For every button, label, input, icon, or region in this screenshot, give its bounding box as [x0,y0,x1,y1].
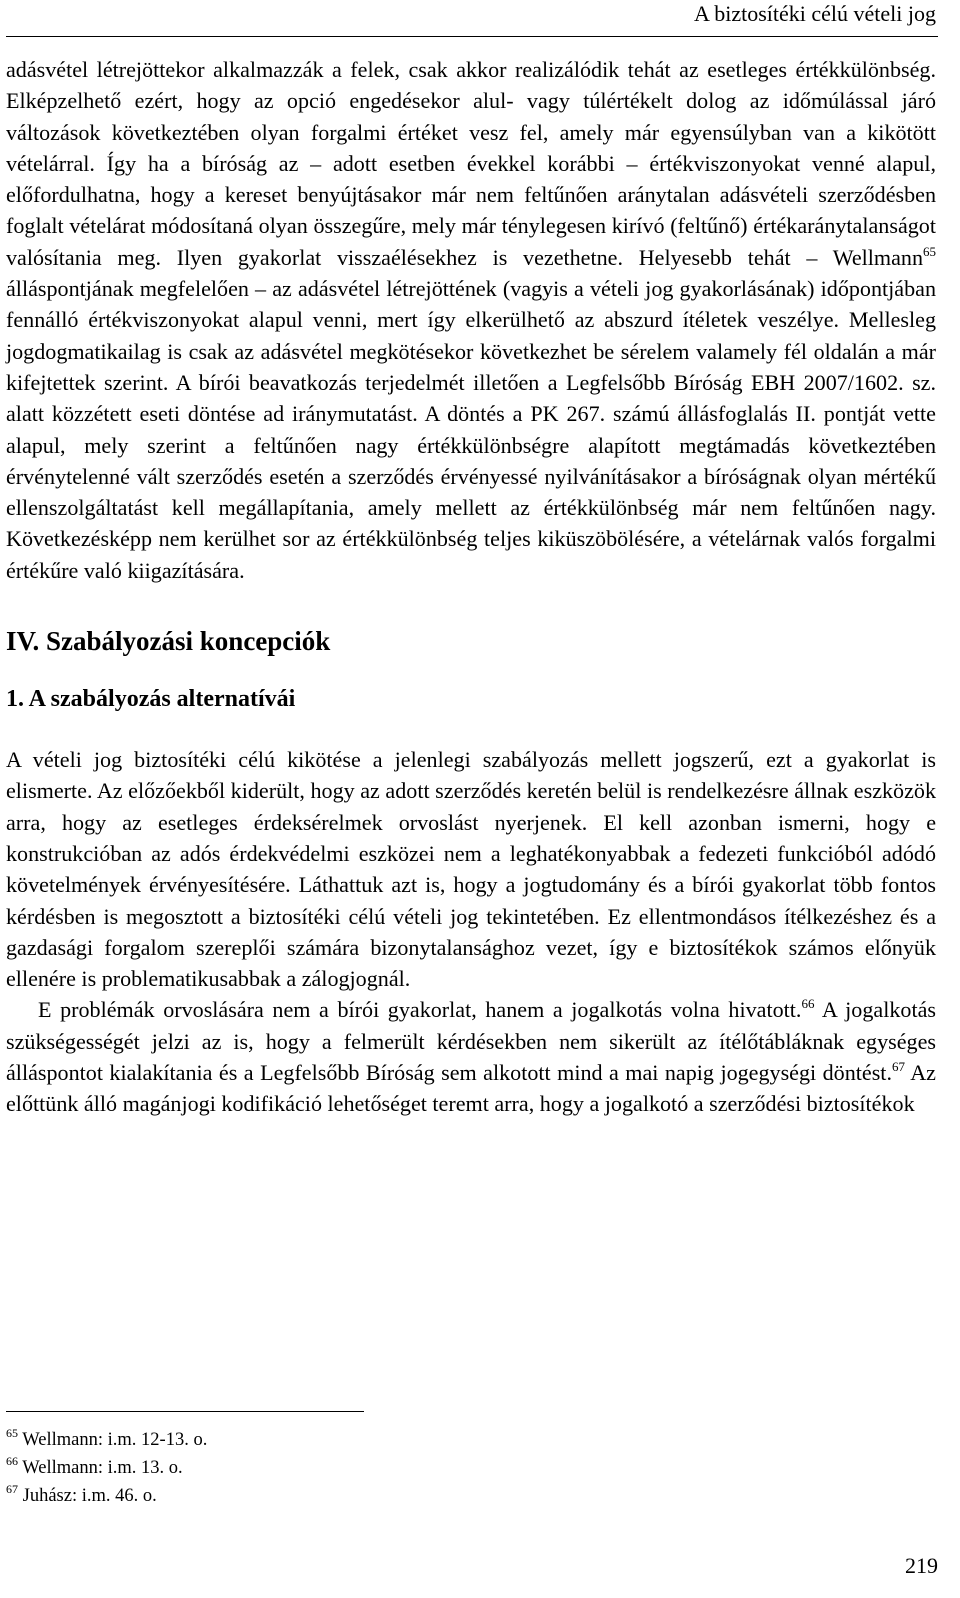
header-rule [6,36,938,37]
footnote-ref-67[interactable]: 67 [891,1059,905,1075]
section-heading: IV. Szabályozási koncepciók [6,626,331,657]
footnote-text: Juhász: i.m. 46. o. [18,1486,157,1506]
paragraph-3-text-a: E problémák orvoslására nem a bírói gyakorlat, hanem a jogalkotás volna hivatott. [38,997,802,1023]
body-text [6,54,936,1120]
footnote-number: 65 [6,1426,18,1440]
footnote-text: Wellmann: i.m. 13. o. [18,1458,183,1478]
footnotes [6,1426,606,1510]
running-head [0,0,936,38]
paragraph-1-text: adásvétel létrejöttekor alkalmazzák a felek, csak akkor realizálódik tehát az esetleges értékkülönbség. Elképzelhető ezért, hogy az opció engedésekor alul- vagy túlértékelt dolog az időmúlással járó változások következtében olyan forgalmi értéket vesz fel, amely már egyensúlyban van a kikötött vételárral. Így ha a bíróság az – adott esetben évekkel korábbi – értékviszonyokat venné alapul, előfordulhatna, hogy a kereset benyújtásakor már nem feltűnően aránytalan adásvételi szerződésben foglalt vételárat módosítaná olyan összegűre, mely már ténylegesen kirívó (feltűnő) értékaránytalanságot valósítania meg. Ilyen gyakorlat visszaélésekhez is vezethetne. Helyesebb tehát – Wellmann [6,57,936,270]
footnote-65 [6,1426,606,1454]
running-head-text: A biztosítéki célú vételi jog [694,1,936,26]
paragraph-1 [6,54,936,586]
footnote-67 [6,1482,606,1510]
footnote-ref-66[interactable]: 66 [801,996,815,1012]
footnote-separator [6,1411,364,1412]
page-number: 219 [905,1553,938,1578]
footnote-text: Wellmann: i.m. 12-13. o. [18,1430,208,1450]
paragraph-3-text-b: A jogalkotás szükségességét jelzi az is, hogy a felmerült kérdésekben nem sikerült az ítélőtábláknak egységes álláspontot kialakítania és a Legfelsőbb Bíróság sem alkotott mind a mai napig jogegységi döntést. [6,997,936,1086]
footnote-66 [6,1454,606,1482]
paragraph-2: A vételi jog biztosítéki célú kikötése a jelenlegi szabályozás mellett jogszerű, ezt a gyakorlat is elismerte. Az előzőekből kiderült, hogy az adott szerződés keretén belül is rendelkezésre állnak eszközök arra, hogy az esetleges érdeksérelmek orvoslást nyerjenek. El kell azonban ismerni, hogy e konstrukcióban az adós érdekvédelmi eszközei nem a leghatékonyabbak a fedezeti funkcióból adódó követelmények érvényesítésére. Láthattuk azt is, hogy a jogtudomány és a bírói gyakorlat több fontos kérdésben is megosztott a biztosítéki célú vételi jog tekintetében. Ez ellentmondásos ítélkezéshez és a gazdasági forgalom szereplői számára bizonytalansághoz vezet, így e biztosítékok számos előnyük ellenére is problematikusabbak a zálogjognál. [6,747,936,992]
subsection-heading: 1. A szabályozás alternatívái [6,686,296,713]
paragraph-1-text-cont: álláspontjának megfelelően – az adásvétel létrejöttének (vagyis a vételi jog gyakorlásának) időpontjában fennálló értékviszonyokat alapul venni, mert így elkerülhető az abszurd ítéletek veszélye. Mellesleg jogdogmatikailag is csak az adásvétel megkötésekor következhet be sérelem valamely fél oldalán a már kifejtettek szerint. A bírói beavatkozás terjedelmét illetően a Legfelsőbb Bíróság EBH 2007/1602. sz. alatt közzétett eseti döntése ad iránymutatást. A döntés a PK 267. számú állásfoglalás II. pontját vette alapul, mely szerint a feltűnően nagy értékkülönbségre alapított megtámadás következtében érvénytelenné vált szerződés esetén a szerződés érvényessé nyilvánításakor a bíróságnak olyan mértékű ellenszolgáltatást kell megállapítania, amely mellett az értékkülönbség már nem feltűnően nagy. Következésképp nem kerülhet sor az értékkülönbség teljes kiküszöbölésére, a vételárnak valós forgalmi értékűre való kiigazítására. [6,276,936,583]
paragraph-3-text-c: Az előttünk álló magánjogi kodifikáció lehetőséget teremt arra, hogy a jogalkotó a szerződési biztosítékok [6,1060,936,1117]
footnote-ref-65[interactable]: 65 [923,243,936,259]
paragraph-3 [6,994,936,1119]
footnote-number: 66 [6,1454,18,1468]
footnote-number: 67 [6,1482,18,1496]
